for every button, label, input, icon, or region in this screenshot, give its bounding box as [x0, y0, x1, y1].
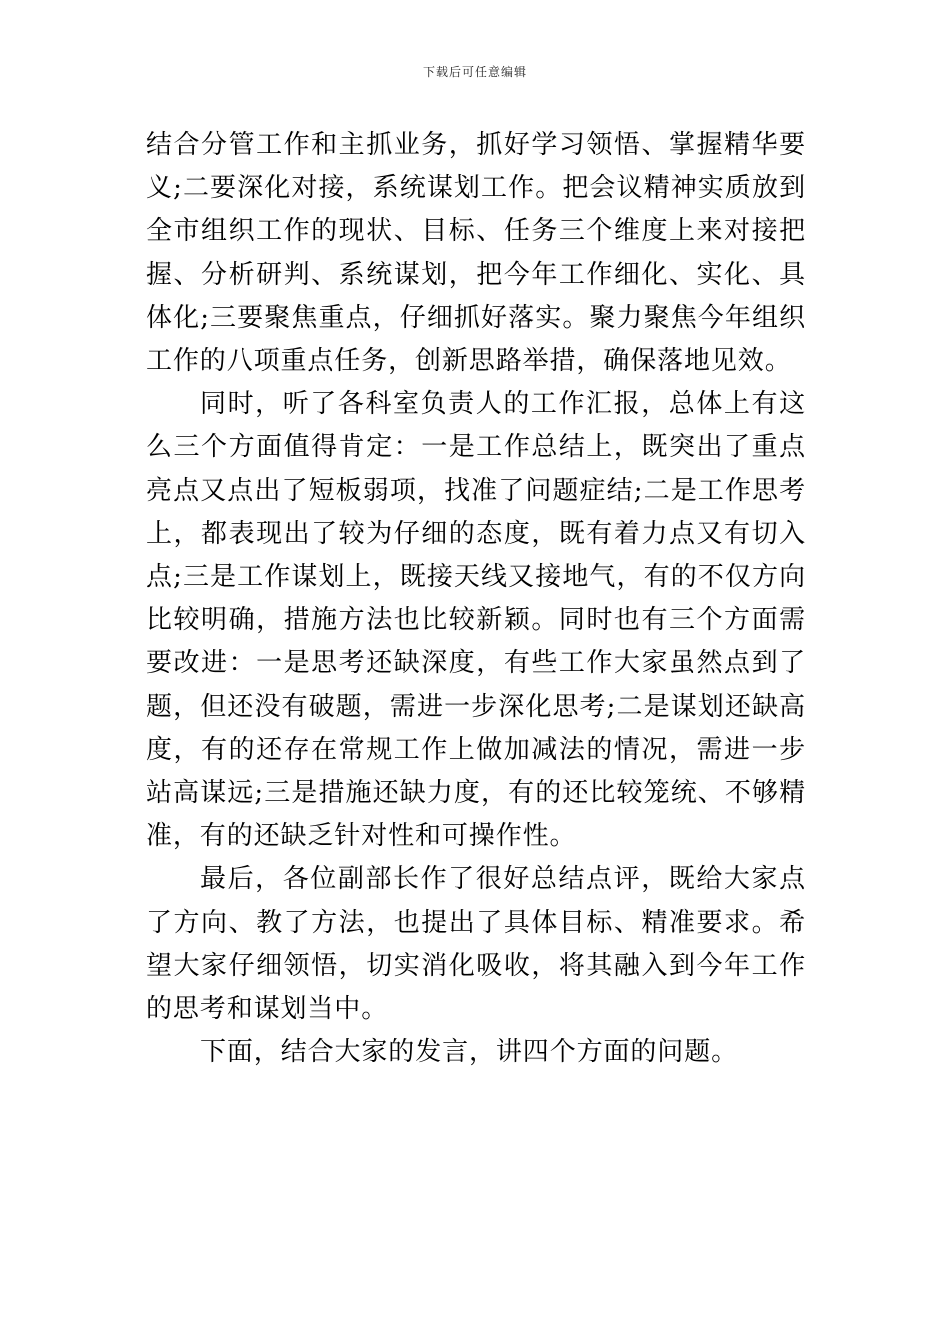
paragraph-transition: 下面，结合大家的发言，讲四个方面的问题。: [200, 1037, 739, 1068]
paragraph-conclusion: 最后，各位副部长作了很好总结点评，既给大家点了方向、教了方法，也提出了具体目标、精准要求。希望大家仔细领悟，切实消化吸收，将其融入到今年工作的思考和谋划当中。: [146, 864, 806, 1025]
paragraph-continuation: 结合分管工作和主抓业务，抓好学习领悟、掌握精华要义;二要深化对接，系统谋划工作。把会议精神实质放到全市组织工作的现状、目标、任务三个维度上来对接把握、分析研判、系统谋划，把今年工作细化、实化、具体化;三要聚焦重点，仔细抓好落实。聚力聚焦今年组织工作的八项重点任务，创新思路举措，确保落地见效。: [146, 130, 806, 377]
paragraph-review: 同时，听了各科室负责人的工作汇报，总体上有这么三个方面值得肯定：一是工作总结上，既突出了重点亮点又点出了短板弱项，找准了问题症结;二是工作思考上，都表现出了较为仔细的态度，既有着力点又有切入点;三是工作谋划上，既接天线又接地气，有的不仅方向比较明确，措施方法也比较新颖。同时也有三个方面需要改进：一是思考还缺深度，有些工作大家虽然点到了题，但还没有破题，需进一步深化思考;二是谋划还缺高度，有的还存在常规工作上做加减法的情况，需进一步站高谋远;三是措施还缺力度，有的还比较笼统、不够精准，有的还缺乏针对性和可操作性。: [146, 389, 806, 852]
document-body: [146, 124, 806, 1074]
page-header: 下载后可任意编辑: [422, 65, 527, 79]
